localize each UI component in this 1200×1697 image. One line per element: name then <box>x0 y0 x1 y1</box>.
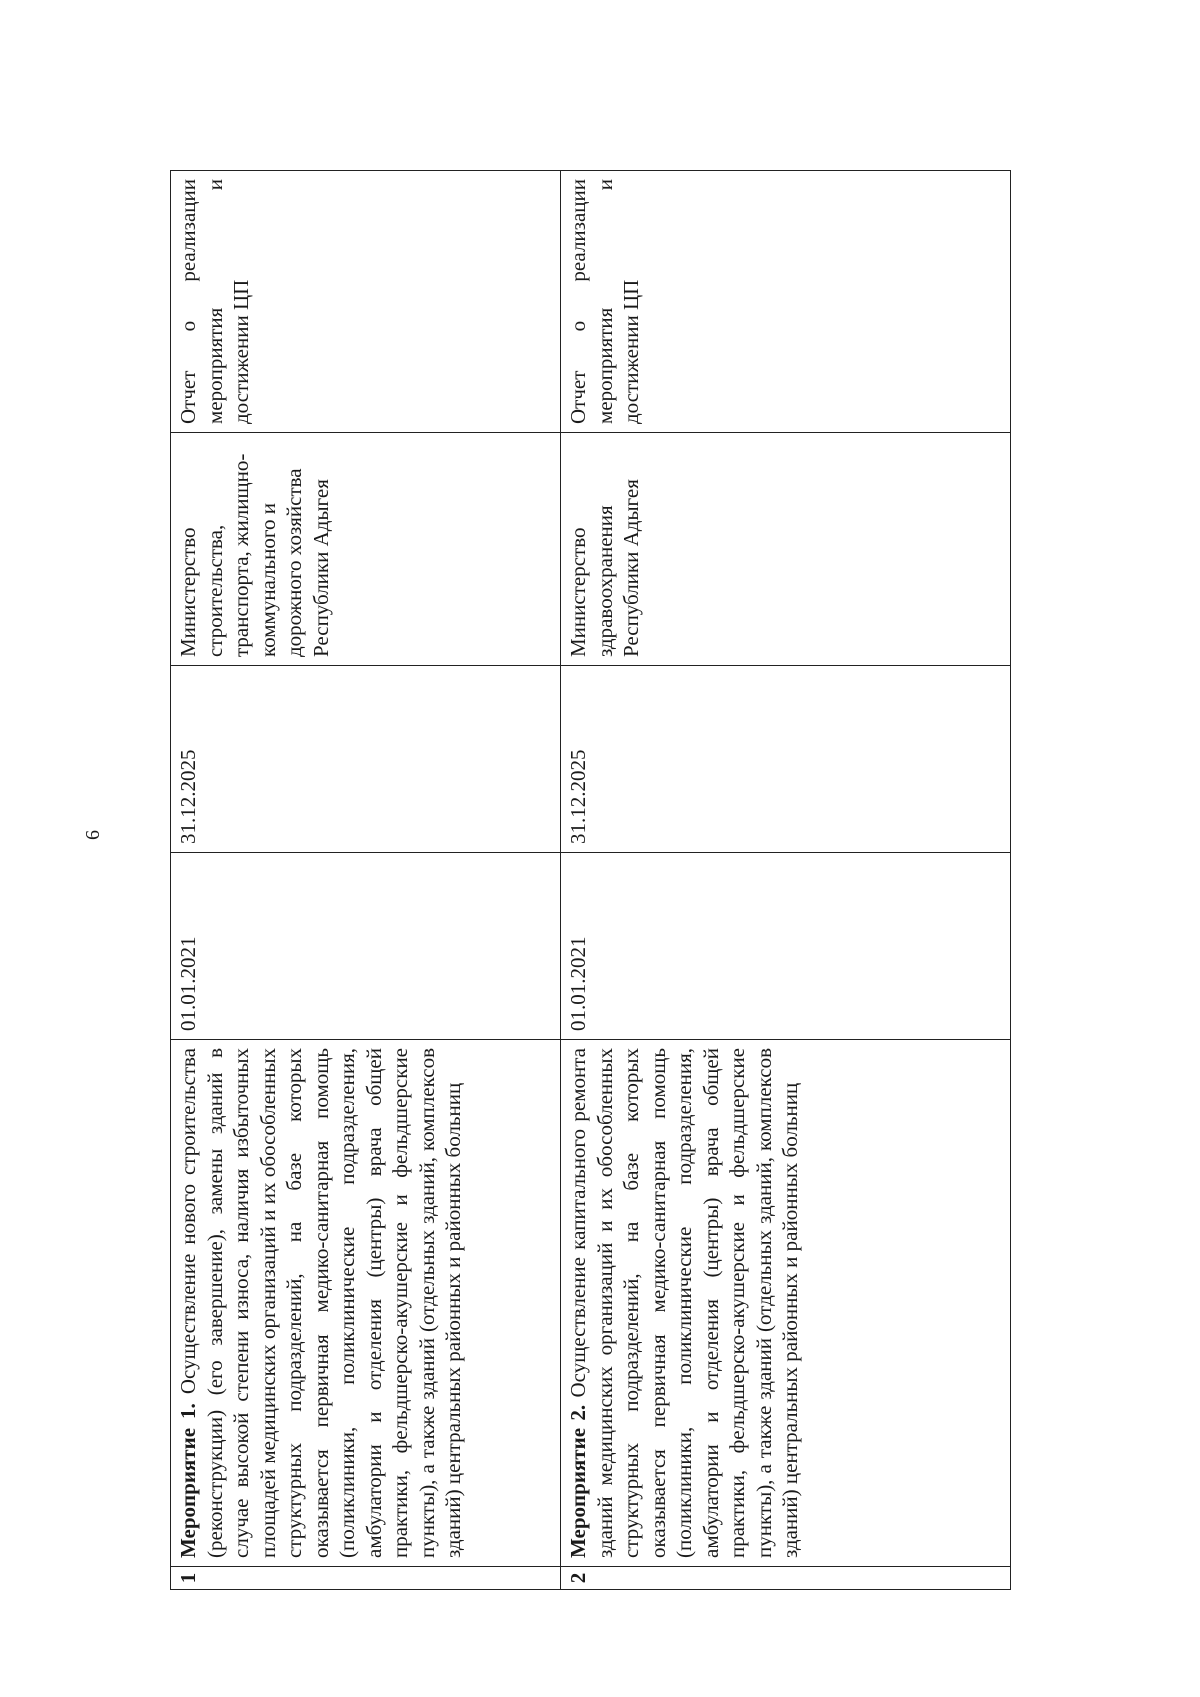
measure-description <box>561 1040 1011 1567</box>
row-number: 2 <box>561 1567 1011 1590</box>
end-date: 31.12.2025 <box>561 666 1011 853</box>
measures-table <box>170 170 1010 1590</box>
end-date: 31.12.2025 <box>171 666 561 853</box>
responsible-executor: Министерство здравоохранения Республики Адыгея <box>561 433 1011 666</box>
table-row <box>561 171 1011 1590</box>
report-type: Отчет о реализации мероприятия и достижении ЦП <box>171 171 561 433</box>
measure-description <box>171 1040 561 1567</box>
report-type: Отчет о реализации мероприятия и достижении ЦП <box>561 171 1011 433</box>
row-number: 1 <box>171 1567 561 1590</box>
start-date: 01.01.2021 <box>171 853 561 1040</box>
start-date: 01.01.2021 <box>561 853 1011 1040</box>
responsible-executor: Министерство строительства, транспорта, жилищно-коммунального и дорожного хозяйства Республики Адыгея <box>171 433 561 666</box>
page-number: 6 <box>82 830 104 840</box>
measure-title: Мероприятие 1. <box>176 1403 200 1558</box>
measure-title: Мероприятие 2. <box>566 1404 590 1558</box>
measure-text: Осуществление нового строительства (реконструкции) (его завершение), замены зданий в случае высокой степени износа, наличия избыточных площадей медицинских организаций и их обособленных структурных подразделений, на базе которых оказывается первичная медико-санитарная помощь (поликлиники, поликлинические подразделения, амбулатории и отделения (центры) врача общей практики, фельдшерско-акушерские и фельдшерские пункты), а также зданий (отдельных зданий, комплексов зданий) центральных районных и районных больниц <box>176 1048 465 1558</box>
measure-text: Осуществление капитального ремонта зданий медицинских организаций и их обособленных структурных подразделений, на базе которых оказывается первичная медико-санитарная помощь (поликлиники, поликлинические подразделения, амбулатории и отделения (центры) врача общей практики, фельдшерско-акушерские и фельдшерские пункты), а также зданий (отдельных зданий, комплексов зданий) центральных районных и районных больниц <box>566 1048 802 1558</box>
table-row <box>171 171 561 1590</box>
